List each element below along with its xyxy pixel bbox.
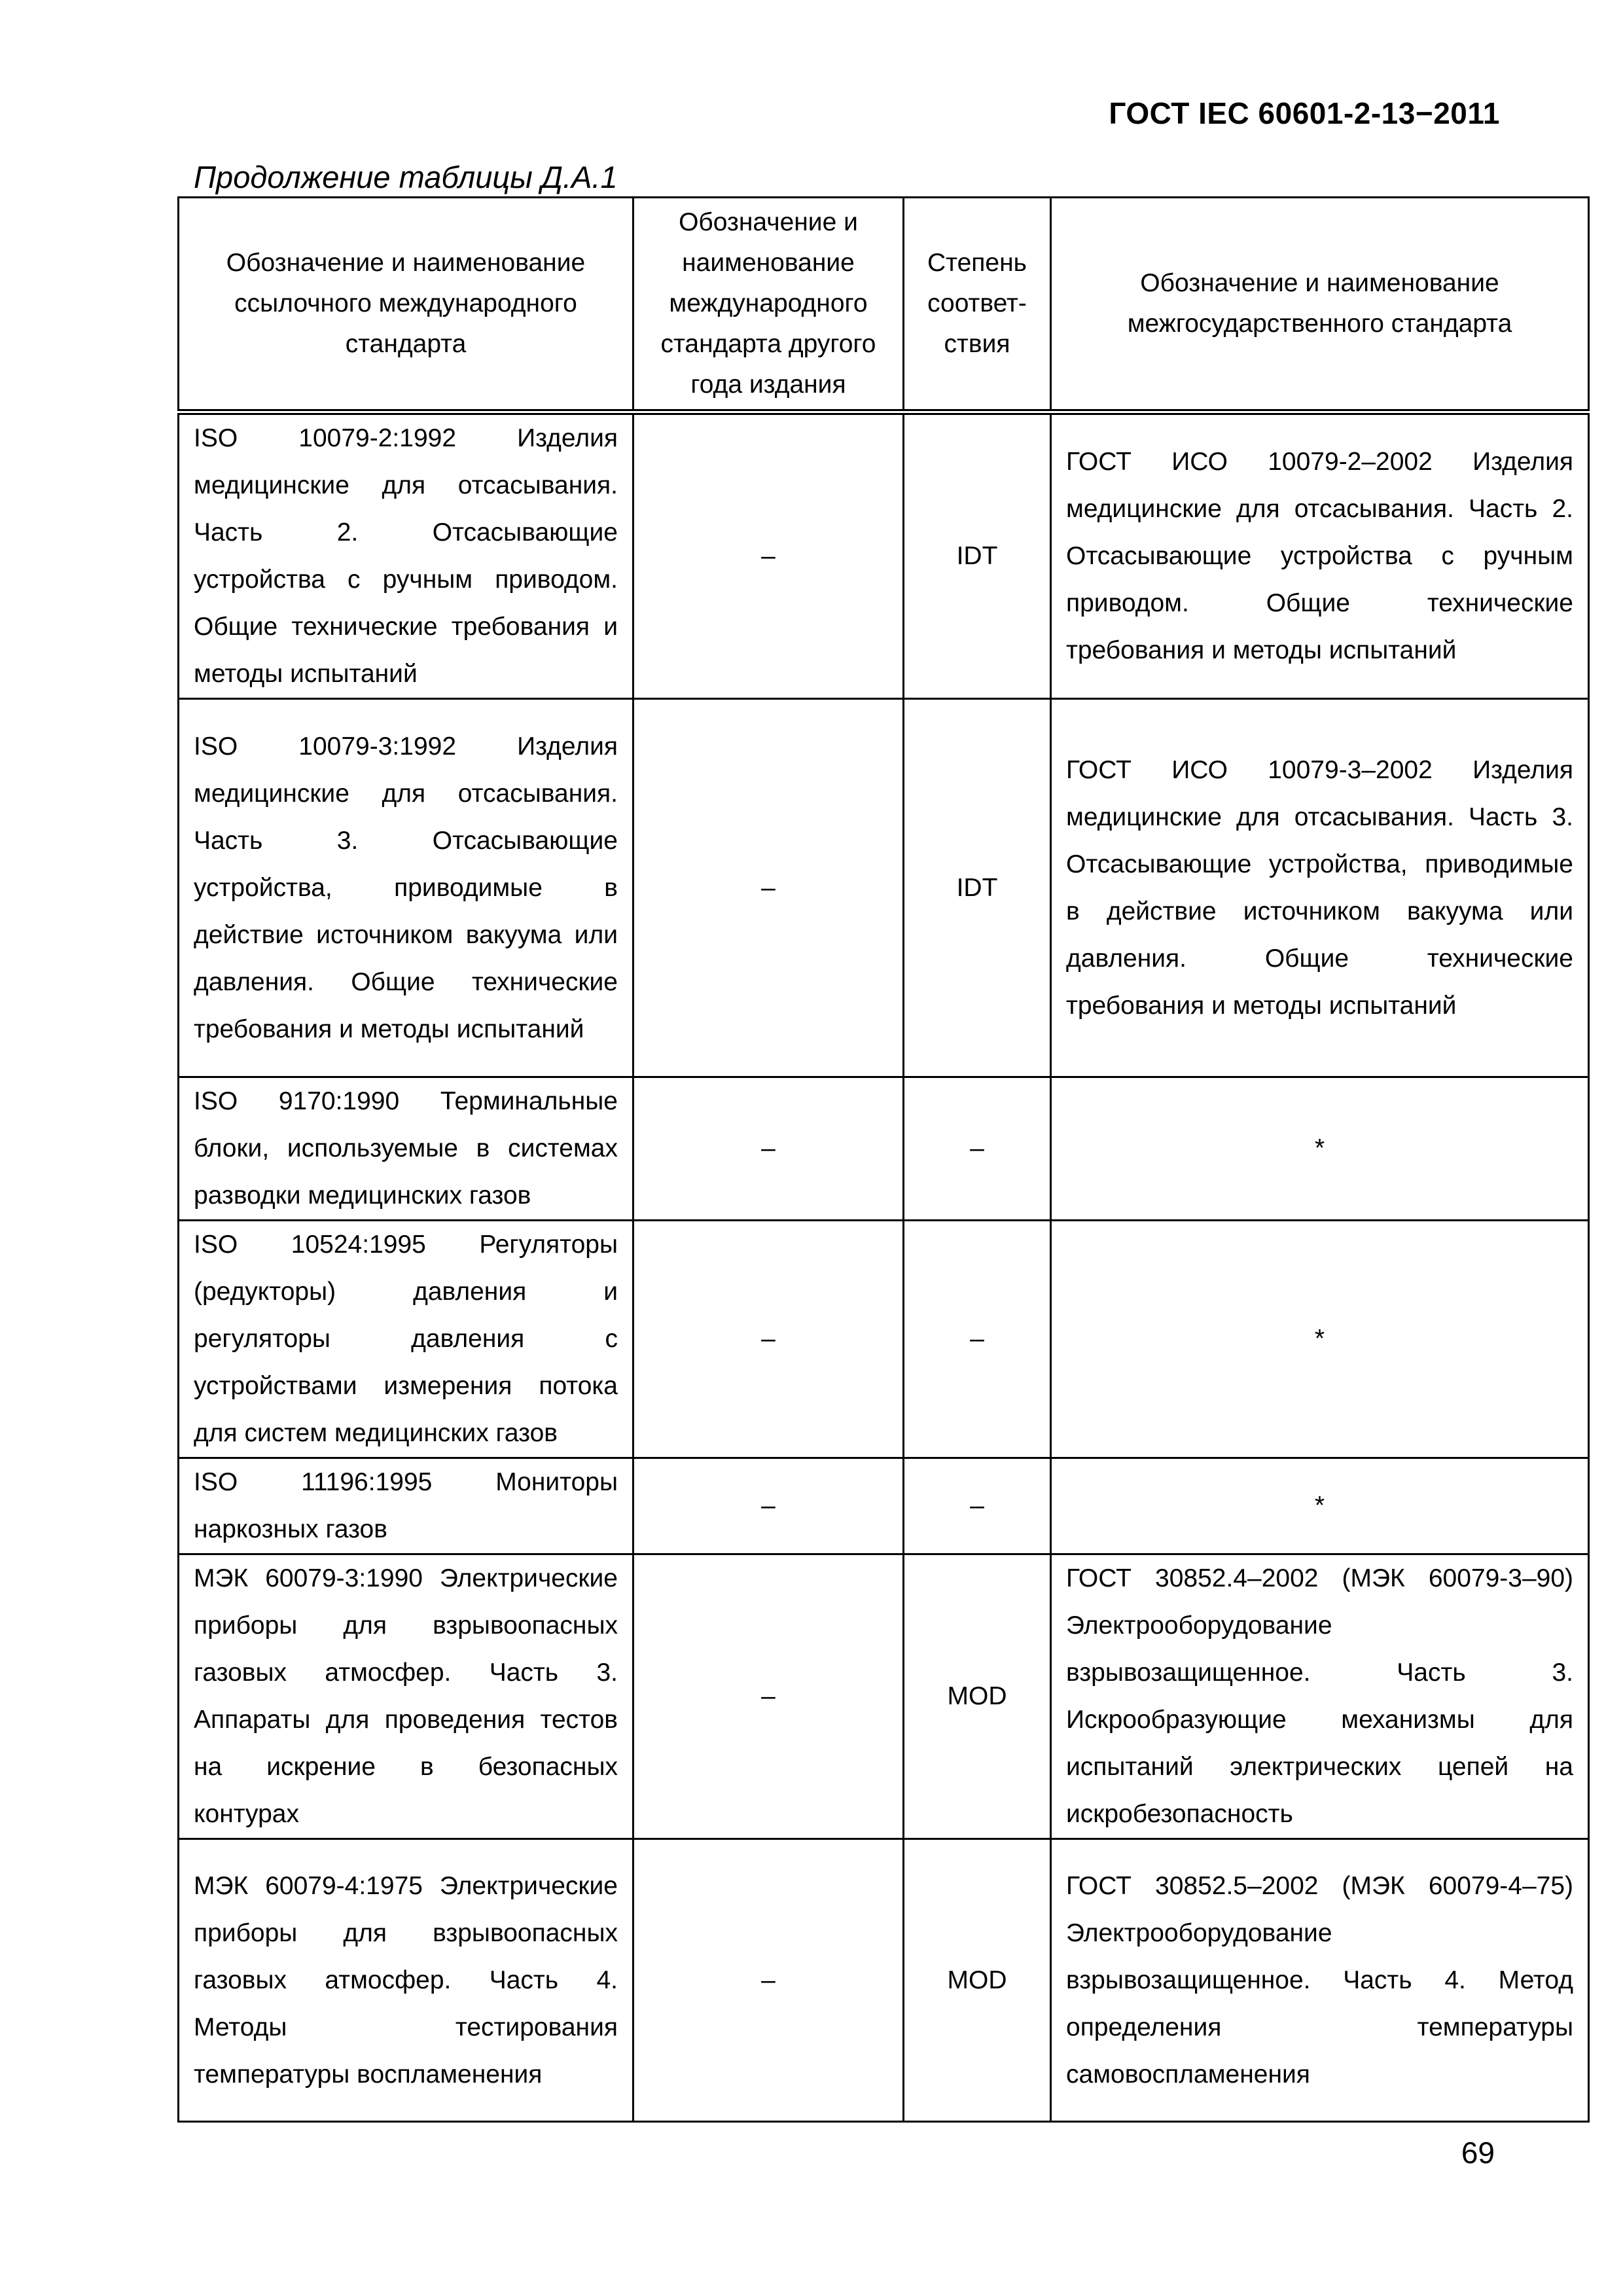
cell-interstate-standard: *: [1051, 1077, 1589, 1221]
cell-interstate-standard: *: [1051, 1458, 1589, 1554]
cell-other-edition: –: [633, 1458, 904, 1554]
table-row: [179, 1221, 1589, 1458]
reference-table: [177, 196, 1590, 2123]
table-row: [179, 1077, 1589, 1221]
cell-other-edition: –: [633, 1554, 904, 1839]
table-row: [179, 1839, 1589, 2122]
cell-other-edition: –: [633, 1839, 904, 2122]
cell-intl-standard: ISO 10079-3:1992 Изделия медицинские для отсасывания. Часть 3. Отсасывающие устройства, приводимые в действие источником вакуума или давления. Общие технические требования и методы испытаний: [179, 699, 633, 1077]
cell-degree: –: [904, 1458, 1051, 1554]
cell-interstate-standard: ГОСТ ИСО 10079-3–2002 Изделия медицинские для отсасывания. Часть 3. Отсасывающие устройства, приводимые в действие источником вакуума или давления. Общие технические требования и методы испытаний: [1051, 699, 1589, 1077]
cell-interstate-standard: *: [1051, 1221, 1589, 1458]
cell-degree: MOD: [904, 1839, 1051, 2122]
cell-intl-standard: МЭК 60079-3:1990 Электрические приборы для взрывоопасных газовых атмосфер. Часть 3. Аппараты для проведения тестов на искрение в безопасных контурах: [179, 1554, 633, 1839]
cell-degree: –: [904, 1221, 1051, 1458]
cell-interstate-standard: ГОСТ 30852.5–2002 (МЭК 60079-4–75) Электрооборудование взрывозащищенное. Часть 4. Метод определения температуры самовоспламенения: [1051, 1839, 1589, 2122]
cell-degree: MOD: [904, 1554, 1051, 1839]
document-code: ГОСТ IEC 60601-2-13−2011: [1109, 96, 1500, 130]
table-row: [179, 1554, 1589, 1839]
cell-interstate-standard: ГОСТ ИСО 10079-2–2002 Изделия медицинские для отсасывания. Часть 2. Отсасывающие устройства с ручным приводом. Общие технические требования и методы испытаний: [1051, 412, 1589, 699]
cell-other-edition: –: [633, 1077, 904, 1221]
table-caption: Продолжение таблицы Д.А.1: [194, 160, 618, 194]
cell-other-edition: –: [633, 699, 904, 1077]
table-row: [179, 699, 1589, 1077]
header-other-edition: Обозначение и наименование международного стандарта другого года издания: [633, 198, 904, 412]
header-interstate-standard: Обозначение и наименование межгосударственного стандарта: [1051, 198, 1589, 412]
table-header-row: [179, 198, 1589, 412]
cell-intl-standard: ISO 10079-2:1992 Изделия медицинские для отсасывания. Часть 2. Отсасывающие устройства с ручным приводом. Общие технические требования и методы испытаний: [179, 412, 633, 699]
cell-other-edition: –: [633, 412, 904, 699]
cell-intl-standard: ISO 9170:1990 Терминальные блоки, используемые в системах разводки медицинских газов: [179, 1077, 633, 1221]
cell-interstate-standard: ГОСТ 30852.4–2002 (МЭК 60079-3–90) Электрооборудование взрывозащищенное. Часть 3. Искрообразующие механизмы для испытаний электрических цепей на искробезопасность: [1051, 1554, 1589, 1839]
header-degree: Степень соответ-ствия: [904, 198, 1051, 412]
cell-other-edition: –: [633, 1221, 904, 1458]
cell-intl-standard: МЭК 60079-4:1975 Электрические приборы для взрывоопасных газовых атмосфер. Часть 4. Методы тестирования температуры воспламенения: [179, 1839, 633, 2122]
cell-degree: –: [904, 1077, 1051, 1221]
table-row: [179, 1458, 1589, 1554]
page-number: 69: [1461, 2136, 1495, 2170]
cell-degree: IDT: [904, 412, 1051, 699]
table-row: [179, 412, 1589, 699]
cell-intl-standard: ISO 10524:1995 Регуляторы (редукторы) давления и регуляторы давления с устройствами измерения потока для систем медицинских газов: [179, 1221, 633, 1458]
cell-intl-standard: ISO 11196:1995 Мониторы наркозных газов: [179, 1458, 633, 1554]
cell-degree: IDT: [904, 699, 1051, 1077]
header-intl-standard: Обозначение и наименование ссылочного международного стандарта: [179, 198, 633, 412]
